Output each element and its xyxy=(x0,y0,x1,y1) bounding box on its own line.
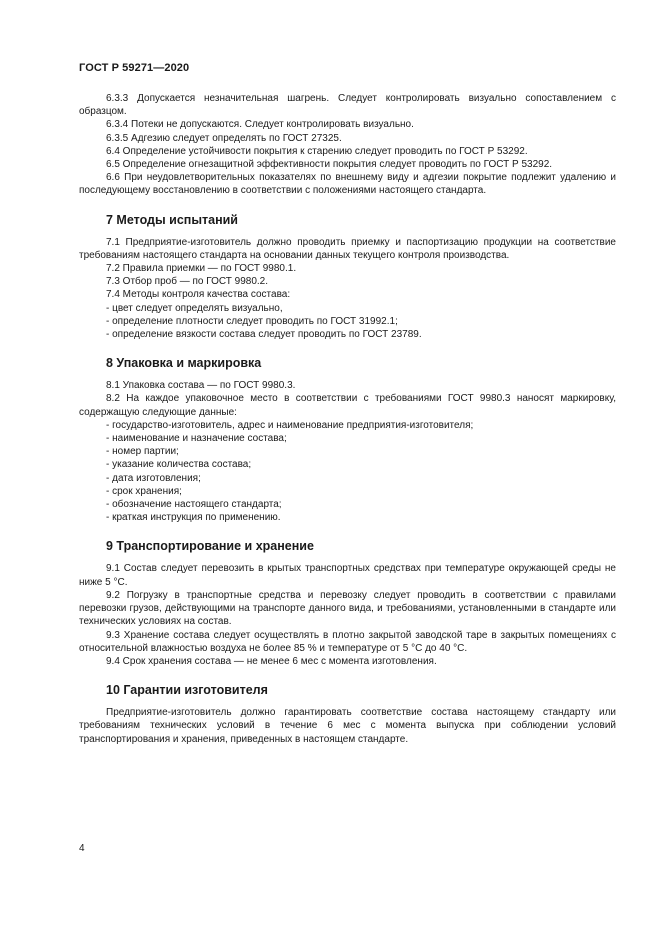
section-heading: 8 Упаковка и маркировка xyxy=(106,356,262,371)
list-item: - определение плотности следует проводить по ГОСТ 31992.1; xyxy=(106,315,616,328)
paragraph: 7.1 Предприятие-изготовитель должно проводить приемку и паспортизацию продукции на соответствие требованиям настоящего стандарта на основании данных текущего контроля производства. xyxy=(79,236,616,261)
list-item: - государство-изготовитель, адрес и наименование предприятия-изготовителя; xyxy=(106,419,616,432)
paragraph: Предприятие-изготовитель должно гарантировать соответствие состава настоящему стандарту или требованиям технических условий в течение 6 мес с момента выпуска при соблюдении условий транспортирования и хранения, приведенных в настоящем стандарте. xyxy=(79,707,616,745)
paragraph: 6.6 При неудовлетворительных показателях по внешнему виду и адгезии покрытие подлежит удалению и последующему восстановлению в соответствии с положениями настоящего стандарта. xyxy=(79,172,616,197)
paragraph: 7.3 Отбор проб — по ГОСТ 9980.2. xyxy=(106,276,269,288)
section-heading: 10 Гарантии изготовителя xyxy=(106,683,268,698)
list-item: - номер партии; xyxy=(106,445,616,458)
paragraph: 6.4 Определение устойчивости покрытия к старению следует проводить по ГОСТ Р 53292. xyxy=(106,145,528,157)
paragraph: 9.3 Хранение состава следует осуществлять в плотно закрытой заводской таре в закрытых помещениях с относительной влажностью воздуха не более 85 % и температуре от 5 °С до 40 °С. xyxy=(79,629,616,654)
list-item: - цвет следует определять визуально, xyxy=(106,302,616,315)
section-heading: 7 Методы испытаний xyxy=(106,212,238,227)
list-item: - дата изготовления; xyxy=(106,472,616,485)
list-item: - определение вязкости состава следует проводить по ГОСТ 23789. xyxy=(106,328,616,341)
paragraph: 9.2 Погрузку в транспортные средства и перевозку следует проводить в соответствии с правилами перевозки грузов, действующими на транспорте данного вида, и требованиями, установленными в стандарте или технических условиях на состав. xyxy=(79,589,616,628)
paragraph: 6.3.5 Адгезию следует определять по ГОСТ 27325. xyxy=(106,132,342,144)
paragraph: 9.4 Срок хранения состава — не менее 6 мес с момента изготовления. xyxy=(106,655,437,667)
paragraph: 6.3.3 Допускается незначительная шагрень. Следует контролировать визуально сопоставлением с образцом. xyxy=(79,93,616,118)
paragraph: 9.1 Состав следует перевозить в крытых транспортных средствах при температуре окружающей среды не ниже 5 °С. xyxy=(79,563,616,588)
paragraph: 6.5 Определение огнезащитной эффективности покрытия следует проводить по ГОСТ Р 53292. xyxy=(106,159,553,171)
paragraph: 6.3.4 Потеки не допускаются. Следует контролировать визуально. xyxy=(106,119,414,131)
list-item: - указание количества состава; xyxy=(106,458,616,471)
page-content xyxy=(79,92,616,746)
list-item: - краткая инструкция по применению. xyxy=(106,511,616,524)
list-item: - срок хранения; xyxy=(106,485,616,498)
document-header: ГОСТ Р 59271—2020 xyxy=(79,62,190,74)
list-item: - наименование и назначение состава; xyxy=(106,432,616,445)
paragraph: 8.2 На каждое упаковочное место в соответствии с требованиями ГОСТ 9980.3 наносят маркировку, содержащую следующие данные: xyxy=(79,393,616,418)
page-number: 4 xyxy=(79,843,85,854)
paragraph: 8.1 Упаковка состава — по ГОСТ 9980.3. xyxy=(106,380,296,392)
section-heading: 9 Транспортирование и хранение xyxy=(106,539,314,554)
list-item: - обозначение настоящего стандарта; xyxy=(106,498,616,511)
paragraph: 7.2 Правила приемки — по ГОСТ 9980.1. xyxy=(106,263,297,275)
paragraph: 7.4 Методы контроля качества состава: xyxy=(106,289,291,301)
